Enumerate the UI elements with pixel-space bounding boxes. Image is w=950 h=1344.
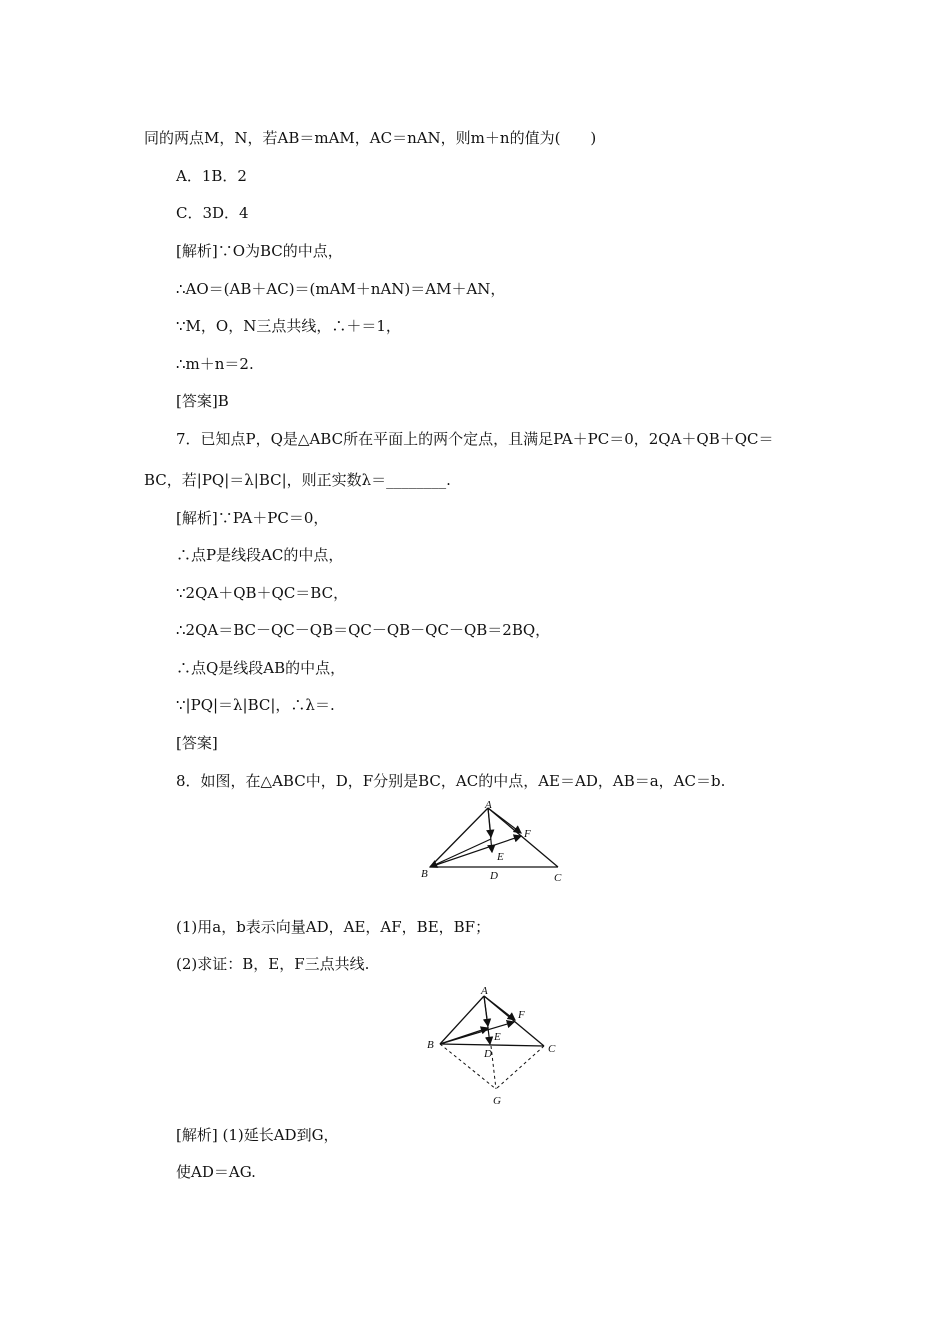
answer-line: [答案] xyxy=(176,734,218,752)
analysis-line: ∴2QA＝BC－QC－QB＝QC－QB－QC－QB＝2BQ， xyxy=(176,621,551,639)
svg-text:E: E xyxy=(494,1031,501,1043)
svg-text:F: F xyxy=(518,1009,525,1021)
svg-text:D: D xyxy=(484,1048,492,1060)
svg-text:A: A xyxy=(485,800,492,811)
svg-text:B: B xyxy=(421,868,428,880)
svg-text:E: E xyxy=(497,851,504,863)
analysis-line: ∵|PQ|＝λ|BC|，∴λ＝. xyxy=(176,696,335,714)
triangle-figure-2 xyxy=(420,982,570,1108)
question-8: 8．如图，在△ABC中，D，F分别是BC，AC的中点，AE＝AD，AB＝a，AC＝b. xyxy=(176,772,726,790)
question-7: 7．已知点P，Q是△ABC所在平面上的两个定点，且满足PA＋PC＝0，2QA＋QB＋QC＝ xyxy=(176,430,774,448)
subquestion-2: (2)求证：B，E，F三点共线. xyxy=(176,955,370,973)
analysis-line: 使AD＝AG. xyxy=(176,1163,256,1181)
svg-text:G: G xyxy=(493,1095,501,1107)
svg-text:F: F xyxy=(524,828,531,840)
svg-text:C: C xyxy=(548,1043,556,1055)
answer-line: [答案]B xyxy=(176,392,229,410)
option-c-d: C．3D．4 xyxy=(176,204,249,222)
analysis-start: [解析] (1)延长AD到G， xyxy=(176,1126,339,1144)
analysis-start: [解析]∵O为BC的中点， xyxy=(176,242,343,260)
analysis-line: ∵M，O，N三点共线，∴＋＝1， xyxy=(176,317,401,335)
svg-text:D: D xyxy=(490,870,498,882)
svg-text:C: C xyxy=(554,872,562,884)
line-1: 同的两点M，N，若AB＝mAM，AC＝nAN，则m＋n的值为( ) xyxy=(144,129,597,147)
analysis-start: [解析]∵PA＋PC＝0， xyxy=(176,509,329,527)
triangle-figure-1 xyxy=(410,800,590,888)
analysis-line: ∴点Q是线段AB的中点， xyxy=(176,659,346,677)
analysis-line: ∴AO＝(AB＋AC)＝(mAM＋nAN)＝AM＋AN， xyxy=(176,280,506,298)
analysis-line: ∴点P是线段AC的中点， xyxy=(176,546,344,564)
option-a-b: A．1B．2 xyxy=(176,167,247,185)
question-7-cont: BC，若|PQ|＝λ|BC|，则正实数λ＝________. xyxy=(144,471,451,489)
analysis-line: ∴m＋n＝2. xyxy=(176,355,254,373)
svg-text:A: A xyxy=(481,985,488,997)
subquestion-1: (1)用a，b表示向量AD，AE，AF，BE，BF； xyxy=(176,918,491,936)
analysis-line: ∵2QA＋QB＋QC＝BC， xyxy=(176,584,349,602)
svg-text:B: B xyxy=(427,1039,434,1051)
